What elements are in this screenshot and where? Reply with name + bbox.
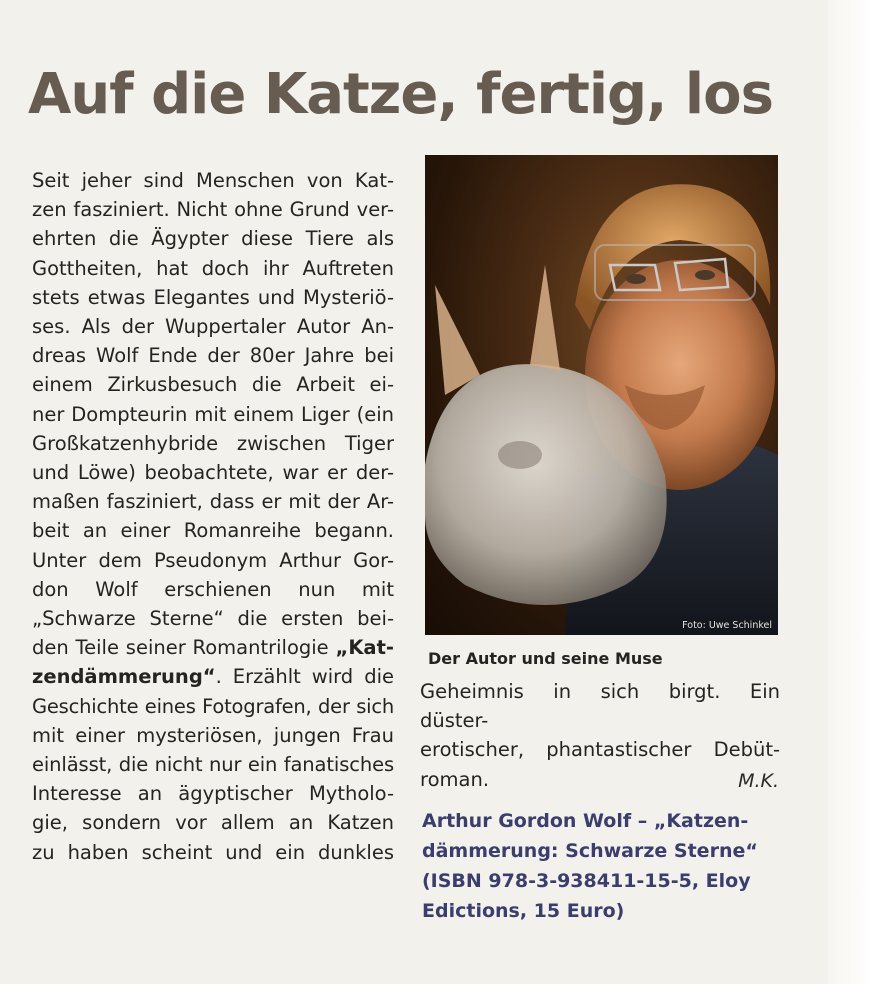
text-line: Großkatzenhybride zwischen Tiger bbox=[32, 431, 394, 455]
text-line: mit einer mysteriösen, jungen Frau bbox=[32, 723, 394, 747]
text-line: ses. Als der Wuppertaler Autor An- bbox=[32, 315, 394, 339]
text-span: den Teile seiner Romantrilogie bbox=[32, 636, 336, 660]
text-line: Gottheiten, hat doch ihr Auftreten bbox=[32, 256, 394, 280]
bold-text-span: „Kat- bbox=[335, 636, 394, 660]
text-line: ehrten die Ägypter diese Tiere als bbox=[32, 227, 394, 251]
author-portrait-illustration bbox=[425, 155, 778, 635]
text-line: Unter dem Pseudonym Arthur Gor- bbox=[32, 548, 394, 572]
author-signature: M.K. bbox=[738, 770, 779, 792]
text-line: gie, sondern vor allem an Katzen bbox=[32, 811, 394, 835]
text-line: zu haben scheint und ein dunkles bbox=[32, 840, 394, 864]
text-line: maßen fasziniert, dass er mit der Ar- bbox=[32, 490, 394, 514]
article-headline: Auf die Katze, fertig, los bbox=[28, 62, 773, 127]
bold-text-span: zendämmerung“ bbox=[32, 665, 216, 689]
book-info-line: dämmerung: Schwarze Sterne“ bbox=[422, 840, 758, 862]
text-line: stets etwas Elegantes und Mysteriö- bbox=[32, 285, 394, 309]
text-line bbox=[32, 633, 394, 662]
book-info-box bbox=[422, 806, 782, 926]
article-body-right-column bbox=[420, 677, 780, 794]
photo-credit: Foto: Uwe Schinkel bbox=[682, 620, 772, 631]
page-edge bbox=[827, 0, 869, 984]
book-info-line: (ISBN 978-3-938411-15-5, Eloy bbox=[422, 870, 751, 892]
text-line: einem Zirkusbesuch die Arbeit ei- bbox=[32, 373, 394, 397]
text-line: zen fasziniert. Nicht ohne Grund ver- bbox=[32, 198, 394, 222]
text-line: „Schwarze Sterne“ die ersten bei- bbox=[32, 607, 394, 631]
book-info-line: Edictions, 15 Euro) bbox=[422, 900, 625, 922]
text-line: beit an einer Romanreihe begann. bbox=[32, 519, 394, 543]
text-line: und Löwe) beobachtete, war er der- bbox=[32, 461, 394, 485]
text-line: Geschichte eines Fotografen, der sich bbox=[32, 694, 394, 718]
text-line: roman. bbox=[420, 767, 490, 791]
text-line: Geheimnis in sich birgt. Ein düster- bbox=[420, 680, 780, 733]
text-line: don Wolf erschienen nun mit bbox=[32, 577, 394, 601]
text-line bbox=[32, 662, 394, 691]
text-line: einlässt, die nicht nur ein fanatisches bbox=[32, 753, 394, 777]
text-line: ner Dompteurin mit einem Liger (ein bbox=[32, 402, 394, 426]
text-line: erotischer, phantastischer Debüt- bbox=[420, 738, 780, 762]
text-line: Seit jeher sind Menschen von Kat- bbox=[32, 169, 394, 192]
text-span: . Erzählt wird die bbox=[215, 665, 394, 689]
author-photo bbox=[425, 155, 778, 635]
photo-caption: Der Autor und seine Muse bbox=[428, 649, 663, 668]
article-body-left-column bbox=[32, 166, 394, 867]
text-line: Interesse an ägyptischer Mytholo- bbox=[32, 782, 394, 806]
text-line: dreas Wolf Ende der 80er Jahre bei bbox=[32, 344, 394, 368]
book-info-line: Arthur Gordon Wolf – „Katzen- bbox=[422, 810, 749, 832]
